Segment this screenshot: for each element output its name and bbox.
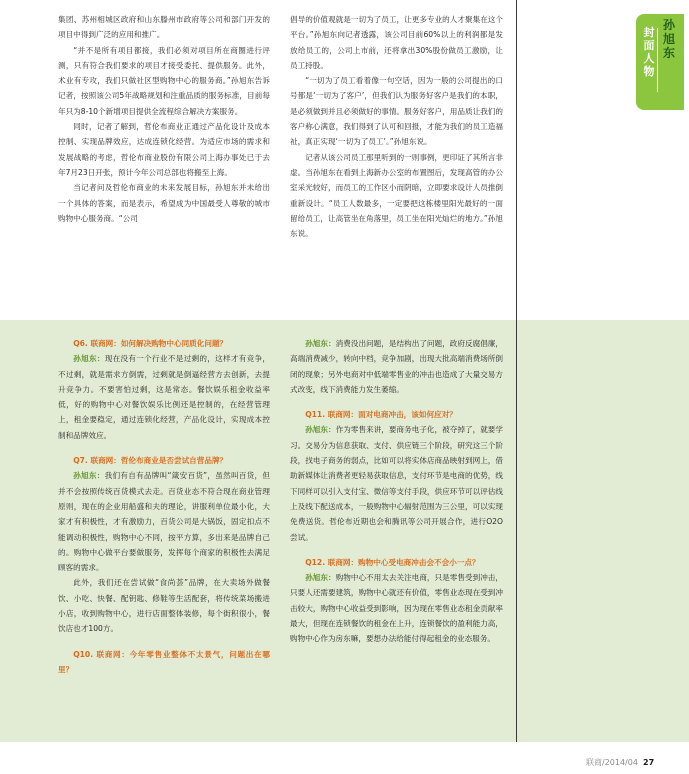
qa-question: Q6. 联商网：如何解决购物中心同质化问题？ <box>73 339 228 348</box>
article-column-right <box>290 12 503 241</box>
qa-answer-text: 作为零售来讲，要商务电子化，被夺掉了，就要学习。交易分为信息获取、支付、供应链三个阶段，研究这三个阶段，找电子商务的弱点，比如可以将实体店商品映射到网上，借助新媒体让消费者更轻易获取信息，支付环节是电商的优势，线下同样可以引入支付宝、微信等支付手段，供应环节可以评估线上及线下配送成本，一般购物中心辐射范围为三公里，可以实现免费送货。哲伦布近期也会和腾讯等公司开展合作，进行O2O尝试。 <box>290 425 503 542</box>
qa-answer-text: 消费没出问题，是结构出了问题，政府反腐倡廉，高端消费减少，转向中档，竞争加剧，出现大批高端消费场所倒闭的现象；另外电商对中低端零售业的冲击也造成了大量交易方式改变，线下消费能力发生萎缩。 <box>290 339 503 394</box>
qa-question: Q12. 联商网：购物中心受电商冲击会不会小一点？ <box>305 557 480 567</box>
qa-answer <box>58 468 270 575</box>
qa-speaker: 孙旭东： <box>305 425 336 435</box>
article-paragraph: 当记者问及哲伦布商业的未来发展目标，孙旭东并未给出一个具体的答案，而是表示，希望成为中国最受人尊敬的城市购物中心服务商。“公司 <box>58 183 270 223</box>
qa-speaker: 孙旭东： <box>73 354 105 364</box>
qa-question: Q11. 联商网：面对电商冲击，该如何应对？ <box>305 410 457 420</box>
qa-answer-text: 购物中心不用太去关注电商，只是零售受到冲击，只要人还需要建筑，购物中心就还有价值，零售业态现在受到冲击较大，购物中心收益受到影响，因为现在零售业态租金贡献率最大，但现在连锁餐饮的租金在上升，连锁餐饮的盈利能力高，购物中心作为房东嘛，要想办法给能付得起租金的业态服务。 <box>290 573 503 644</box>
qa-column-right <box>290 336 503 647</box>
column-divider <box>516 0 517 742</box>
qa-answer <box>58 351 270 443</box>
qa-answer-text: 我们有自有品牌叫“箴安百货”，虽然叫百货，但并不会按照传统百货模式去走。百货业态不符合现在商业管理原则，现在的企业用船盛和夫的理论，讲服利单位最小化，大家才有积极性，才有激励力，百货公司是大锅饭，固定扣点不能调动积极性，购物中心不同，按平方算，多出来是品牌自己的。购物中心做平台要做服务，发挥每个商家的积极性去满足顾客的需求。 <box>58 471 270 573</box>
qa-speaker: 孙旭东： <box>73 471 105 481</box>
qa-answer <box>290 336 503 397</box>
qa-answer <box>290 422 503 544</box>
article-paragraph: “并不是所有项目都接，我们必须对项目所在商圈进行评测，只有符合我们要求的项目才接受委托、提供服务。此外，术业有专攻，我们只做社区型购物中心的服务商。”孙旭东告诉记者，按照该公司5年战略规划和注重品质的服务标准，目前每年只为8-10个新增项目提供全流程综合解决方案服务。 <box>58 45 270 116</box>
section-tab-person-name: 孙旭东 <box>662 18 675 60</box>
qa-answer-text: 现在没有一个行业不是过剩的，这样才有竞争，不过剩，就是需求方倒需，过剩就是倒逼经营方去创新，去提升竞争力。不要害怕过剩，这是常态。餐饮娱乐租金收益率低，好的购物中心对餐饮娱乐比例还是控制的，在经营管理上，租金要稳定，通过连锁化经营，产品化设计，实现成本控制和品牌效应。 <box>58 354 271 440</box>
section-tab-category: 封面人物 <box>643 26 655 78</box>
qa-question: Q7. 联商网：哲伦布商业是否尝试自营品牌？ <box>73 456 228 466</box>
qa-speaker: 孙旭东： <box>305 339 336 348</box>
article-paragraph: 记者从该公司员工那里听到的一则事例，更印证了其所言非虚。当孙旭东在看到上海新办公室的布置图后，发现高管的办公室采光较好，而员工的工作区小而阴暗，立即要求设计人员推倒重新设计。“员工人数最多，一定要把这栋楼里阳光最好的一面留给员工，让高管坐在角落里，员工坐在阳光灿烂的地方。”孙旭东说。 <box>290 152 503 239</box>
qa-column-left <box>58 336 270 677</box>
qa-speaker: 孙旭东： <box>305 573 336 583</box>
qa-question: Q10. 联商网：今年零售业整体不太景气，问题出在哪里？ <box>58 649 270 674</box>
qa-answer-paragraph: 此外，我们还在尝试做“食尚荟”品牌，在大卖场外做餐饮、小吃、快餐、配钥匙、修鞋等生活配套，将传统菜场搬进小店，收到购物中心，进行店面整体装修，每个街积很小，餐饮店也才100方。 <box>58 578 270 634</box>
section-tab-divider <box>657 28 658 92</box>
qa-answer <box>290 570 503 646</box>
article-paragraph: 倡导的价值观就是一切为了员工，让更多专业的人才聚集在这个平台。”孙旭东向记者透露，该公司目前60%以上的利润都是发放给员工的，公司上市前，还将拿出30%股份做员工激励，让员工持股。 <box>290 15 503 70</box>
issue-label: 联商/2014/04 <box>586 758 638 767</box>
page-number: 27 <box>643 758 655 767</box>
article-column-left <box>58 12 270 226</box>
article-paragraph: 集团、苏州相城区政府和山东滕州市政府等公司和部门开发的项目中得到广泛的应用和推广。 <box>58 15 270 40</box>
article-paragraph: 同时，记者了解到，哲伦布商业正通过产品化设计及成本控制、实现品牌效应，达成连锁化经营。为适应市场的需求和发展战略的考虑，哲伦布商业股份有限公司上海办事处已于去年7月23日开张，预计今年公司总部也将搬至上海。 <box>58 122 270 177</box>
article-paragraph: “一切为了员工看着像一句空话，因为一般的公司提出的口号都是‘一切为了客户’，但我们认为服务好客户是我们的本职，是必须做到并且必须做好的事情。服务好客户，用品质让我们的客户称心满意，我们得到了认可和回报，才能为我们的员工造福祉，真正实现‘一切为了员工’。”孙旭东说。 <box>290 76 503 147</box>
